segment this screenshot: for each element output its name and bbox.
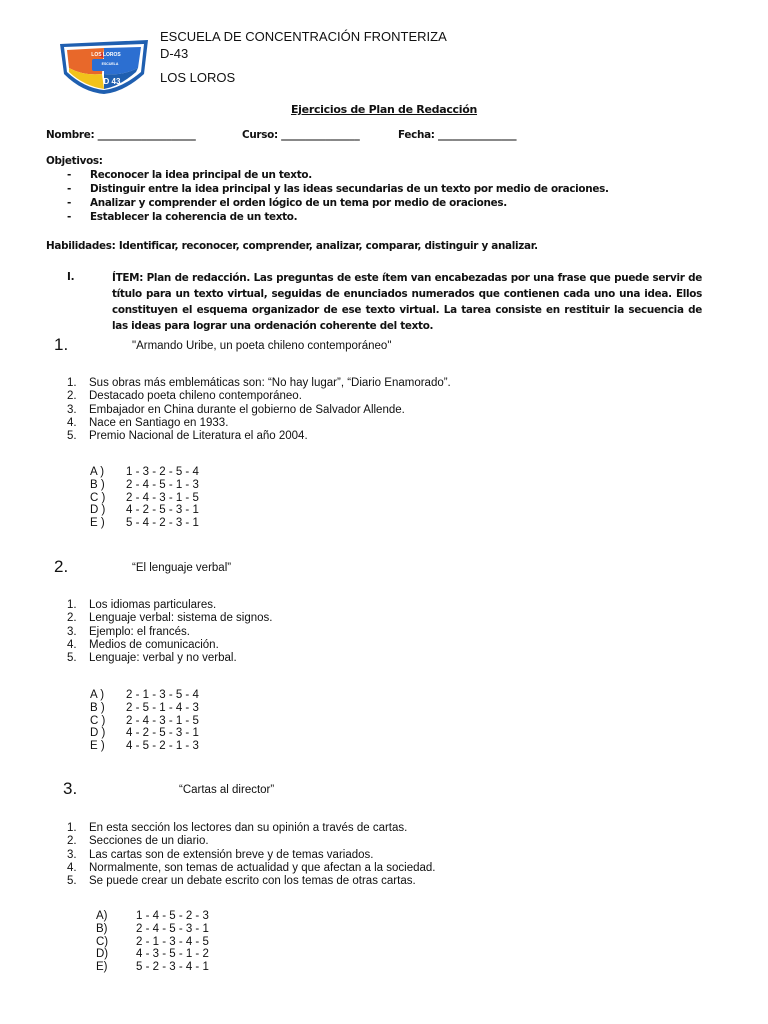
logo-text-bottom: D 43 [103,77,121,86]
list-item: 4. Medios de comunicación. [67,638,219,651]
item-roman-numeral: I. [67,271,75,283]
list-item: 4. Nace en Santiago en 1933. [67,416,229,429]
skills-text: Habilidades: Identificar, reconocer, comprender, analizar, comparar, distinguir y analizar. [46,240,538,252]
list-item: 2. Lenguaje verbal: sistema de signos. [67,612,273,625]
list-item: 4. Normalmente, son temas de actualidad y que afectan a la sociedad. [67,861,436,874]
list-item: 5. Se puede crear un debate escrito con los temas de otras cartas. [67,875,416,888]
list-item: 5. Premio Nacional de Literatura el año 2004. [67,430,308,443]
school-name: ESCUELA DE CONCENTRACIÓN FRONTERIZA [160,29,447,44]
name-field[interactable]: Nombre: ____________________ [46,129,196,141]
item-instructions: ÍTEM: Plan de redacción. Las preguntas de este ítem van encabezadas por una frase que puede servir de título para un texto virtual, seguidas de enunciados numerados que contienen cada uno una idea. Ellos constituyen el esquema organizador de ese texto virtual. La tarea consiste en restituir la secuencia de las ideas para lograr una ordenación coherente del texto. [112,272,702,332]
list-item: 2. Destacado poeta chileno contemporáneo. [67,390,302,403]
date-field[interactable]: Fecha: ________________ [398,129,517,141]
exercise-title: “Cartas al director” [179,784,275,796]
course-field[interactable]: Curso: ________________ [242,129,360,141]
exercise-number: 3. [63,779,78,798]
list-item: 1. Los idiomas particulares. [67,599,217,611]
list-item: 1. En esta sección los lectores dan su opinión a través de cartas. [67,822,408,834]
exercise-statements [67,599,272,665]
exercise-statements [67,822,435,888]
logo-text-mid: ESCUELA [101,62,119,66]
list-item: 2. Secciones de un diario. [67,835,209,848]
list-item: 5. Lenguaje: verbal y no verbal. [67,652,237,665]
list-item: 3. Las cartas son de extensión breve y de temas variados. [67,848,374,861]
list-item: 3. Ejemplo: el francés. [67,625,190,638]
objectives-label: Objetivos: [46,155,103,167]
exercise-statements [67,377,451,443]
school-location: LOS LOROS [160,70,236,85]
exercise-number: 1. [54,335,69,354]
page-title: Ejercicios de Plan de Redacción [290,103,478,116]
logo-text-top: LOS LOROS [91,52,121,58]
list-item: 1. Sus obras más emblemáticas son: “No hay lugar”, “Diario Enamorado”. [67,377,451,389]
list-item: 3. Embajador en China durante el gobierno de Salvador Allende. [67,403,405,416]
exercise-title: “El lenguaje verbal” [132,562,232,574]
exercise-number: 2. [54,557,69,576]
school-crest-icon [54,34,154,96]
exercise-title: "Armando Uribe, un poeta chileno contemporáneo" [132,340,392,352]
school-code: D-43 [160,46,189,61]
